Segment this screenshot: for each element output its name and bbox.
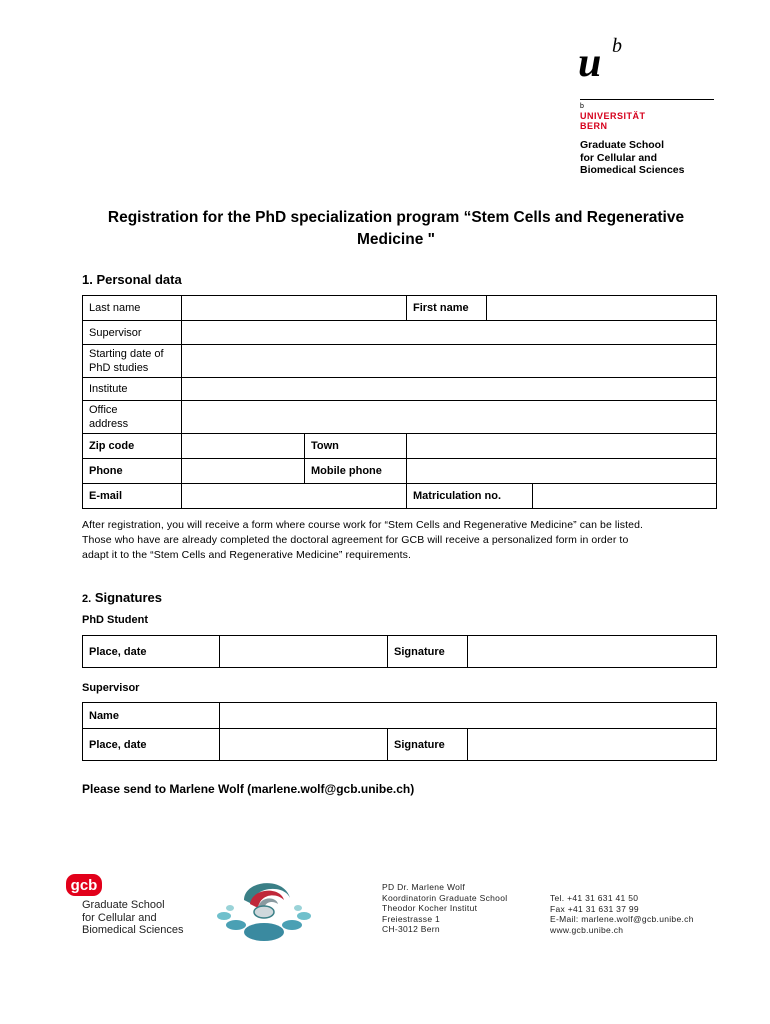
supervisor-field[interactable]	[182, 321, 717, 345]
registration-note: After registration, you will receive a form where course work for “Stem Cells and Regenerative Medicine” can be listed. Those who have are already completed the doctoral agreement for GCB will receive a personalized form in order to adapt it to the “Stem Cells and Regenerative Medicine” requirements.	[82, 519, 644, 561]
header-rule	[580, 99, 714, 100]
matriculation-label: Matriculation no.	[407, 484, 533, 509]
supervisor-place-date-label: Place, date	[83, 729, 220, 761]
svg-text:gcb: gcb	[70, 877, 98, 894]
school-name-footer: Graduate School for Cellular and Biomedical Sciences	[82, 899, 184, 936]
send-instructions: Please send to Marlene Wolf (marlene.wolf@gcb.unibe.ch)	[82, 782, 415, 796]
svg-text:u: u	[578, 40, 602, 84]
svg-text:b: b	[612, 35, 622, 57]
phd-student-label: PhD Student	[82, 614, 148, 626]
last-name-field[interactable]	[182, 296, 407, 321]
first-name-label: First name	[407, 296, 487, 321]
office-address-field[interactable]	[182, 401, 717, 434]
mobile-phone-field[interactable]	[407, 459, 717, 484]
gcb-emblem-icon	[214, 870, 314, 942]
supervisor-name-field[interactable]	[220, 703, 717, 729]
phd-signature-label: Signature	[388, 636, 468, 668]
personal-data-table	[82, 295, 717, 509]
starting-date-field[interactable]	[182, 345, 717, 378]
first-name-field[interactable]	[487, 296, 717, 321]
matriculation-field[interactable]	[533, 484, 717, 509]
mobile-phone-label: Mobile phone	[305, 459, 407, 484]
last-name-label: Last name	[83, 296, 182, 321]
phd-place-date-label: Place, date	[83, 636, 220, 668]
email-label: E-mail	[83, 484, 182, 509]
institute-field[interactable]	[182, 378, 717, 401]
supervisor-section-label: Supervisor	[82, 682, 140, 694]
phd-place-date-field[interactable]	[220, 636, 388, 668]
zip-code-field[interactable]	[182, 434, 305, 459]
supervisor-signature-table	[82, 702, 717, 761]
unibe-ub-logo	[578, 34, 638, 84]
footer-address: PD Dr. Marlene Wolf Koordinatorin Graduate School Theodor Kocher Institut Freiestrasse 1 CH-3012 Bern	[382, 882, 508, 934]
phone-field[interactable]	[182, 459, 305, 484]
email-field[interactable]	[182, 484, 407, 509]
university-tick: b	[580, 103, 584, 110]
section-signatures-title: 2. Signatures	[82, 590, 162, 605]
phone-label: Phone	[83, 459, 182, 484]
zip-code-label: Zip code	[83, 434, 182, 459]
town-field[interactable]	[407, 434, 717, 459]
supervisor-place-date-field[interactable]	[220, 729, 388, 761]
institute-label: Institute	[83, 378, 182, 401]
supervisor-label: Supervisor	[83, 321, 182, 345]
town-label: Town	[305, 434, 407, 459]
section-personal-data-title: 1. Personal data	[82, 272, 182, 287]
page-title: Registration for the PhD specialization program “Stem Cells and Regenerative Medicine "	[107, 209, 685, 248]
supervisor-signature-field[interactable]	[468, 729, 717, 761]
phd-signature-field[interactable]	[468, 636, 717, 668]
gcb-logo	[66, 874, 102, 900]
university-name: UNIVERSITÄT BERN	[580, 111, 646, 131]
footer-contact: Tel. +41 31 631 41 50 Fax +41 31 631 37 99 E-Mail: marlene.wolf@gcb.unibe.ch www.gcb.unibe.ch	[550, 893, 694, 935]
phd-student-signature-table	[82, 635, 717, 668]
office-address-label: Office address	[83, 401, 182, 434]
starting-date-label: Starting date of PhD studies	[83, 345, 182, 378]
school-name-header: Graduate School for Cellular and Biomedical Sciences	[580, 139, 685, 176]
supervisor-signature-label: Signature	[388, 729, 468, 761]
supervisor-name-label: Name	[83, 703, 220, 729]
